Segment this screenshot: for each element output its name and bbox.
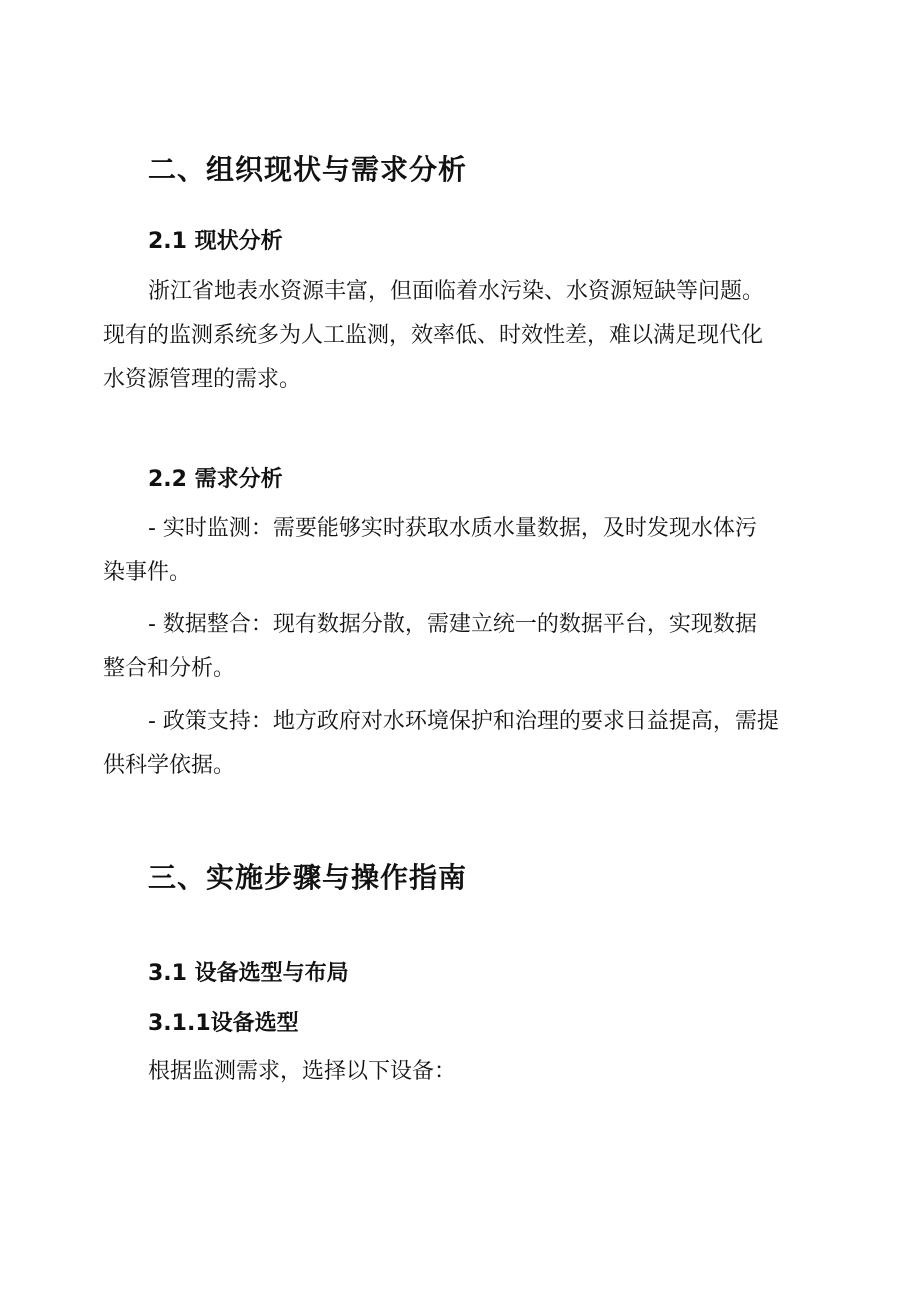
paragraph-status-analysis <box>103 270 823 402</box>
list-item-data-integration <box>103 603 823 691</box>
list-item-line: 供科学依据。 <box>103 753 236 778</box>
subsection-heading-2-2: 2.2 需求分析 <box>148 467 283 492</box>
subsection-heading-3-1: 3.1 设备选型与布局 <box>148 961 349 986</box>
section-heading-3: 三、实施步骤与操作指南 <box>148 861 468 894</box>
paragraph-equipment-selection: 根据监测需求，选择以下设备： <box>148 1059 457 1084</box>
list-item-line: 整合和分析。 <box>103 656 236 681</box>
paragraph-line: 现有的监测系统多为人工监测，效率低、时效性差，难以满足现代化 <box>103 323 764 348</box>
paragraph-line: 浙江省地表水资源丰富，但面临着水污染、水资源短缺等问题。 <box>148 279 765 304</box>
list-item-policy-support <box>103 700 823 788</box>
list-item-line: - 政策支持：地方政府对水环境保护和治理的要求日益提高，需提 <box>148 709 779 734</box>
section-heading-2: 二、组织现状与需求分析 <box>148 153 468 186</box>
list-item-line: 染事件。 <box>103 560 192 585</box>
paragraph-line: 水资源管理的需求。 <box>103 367 302 392</box>
subsection-heading-2-1: 2.1 现状分析 <box>148 229 283 254</box>
subsection-heading-3-1-1: 3.1.1设备选型 <box>148 1011 299 1036</box>
list-item-line: - 数据整合：现有数据分散，需建立统一的数据平台，实现数据 <box>148 612 757 637</box>
list-item-realtime-monitoring <box>103 507 823 595</box>
list-item-line: - 实时监测：需要能够实时获取水质水量数据，及时发现水体污 <box>148 516 757 541</box>
